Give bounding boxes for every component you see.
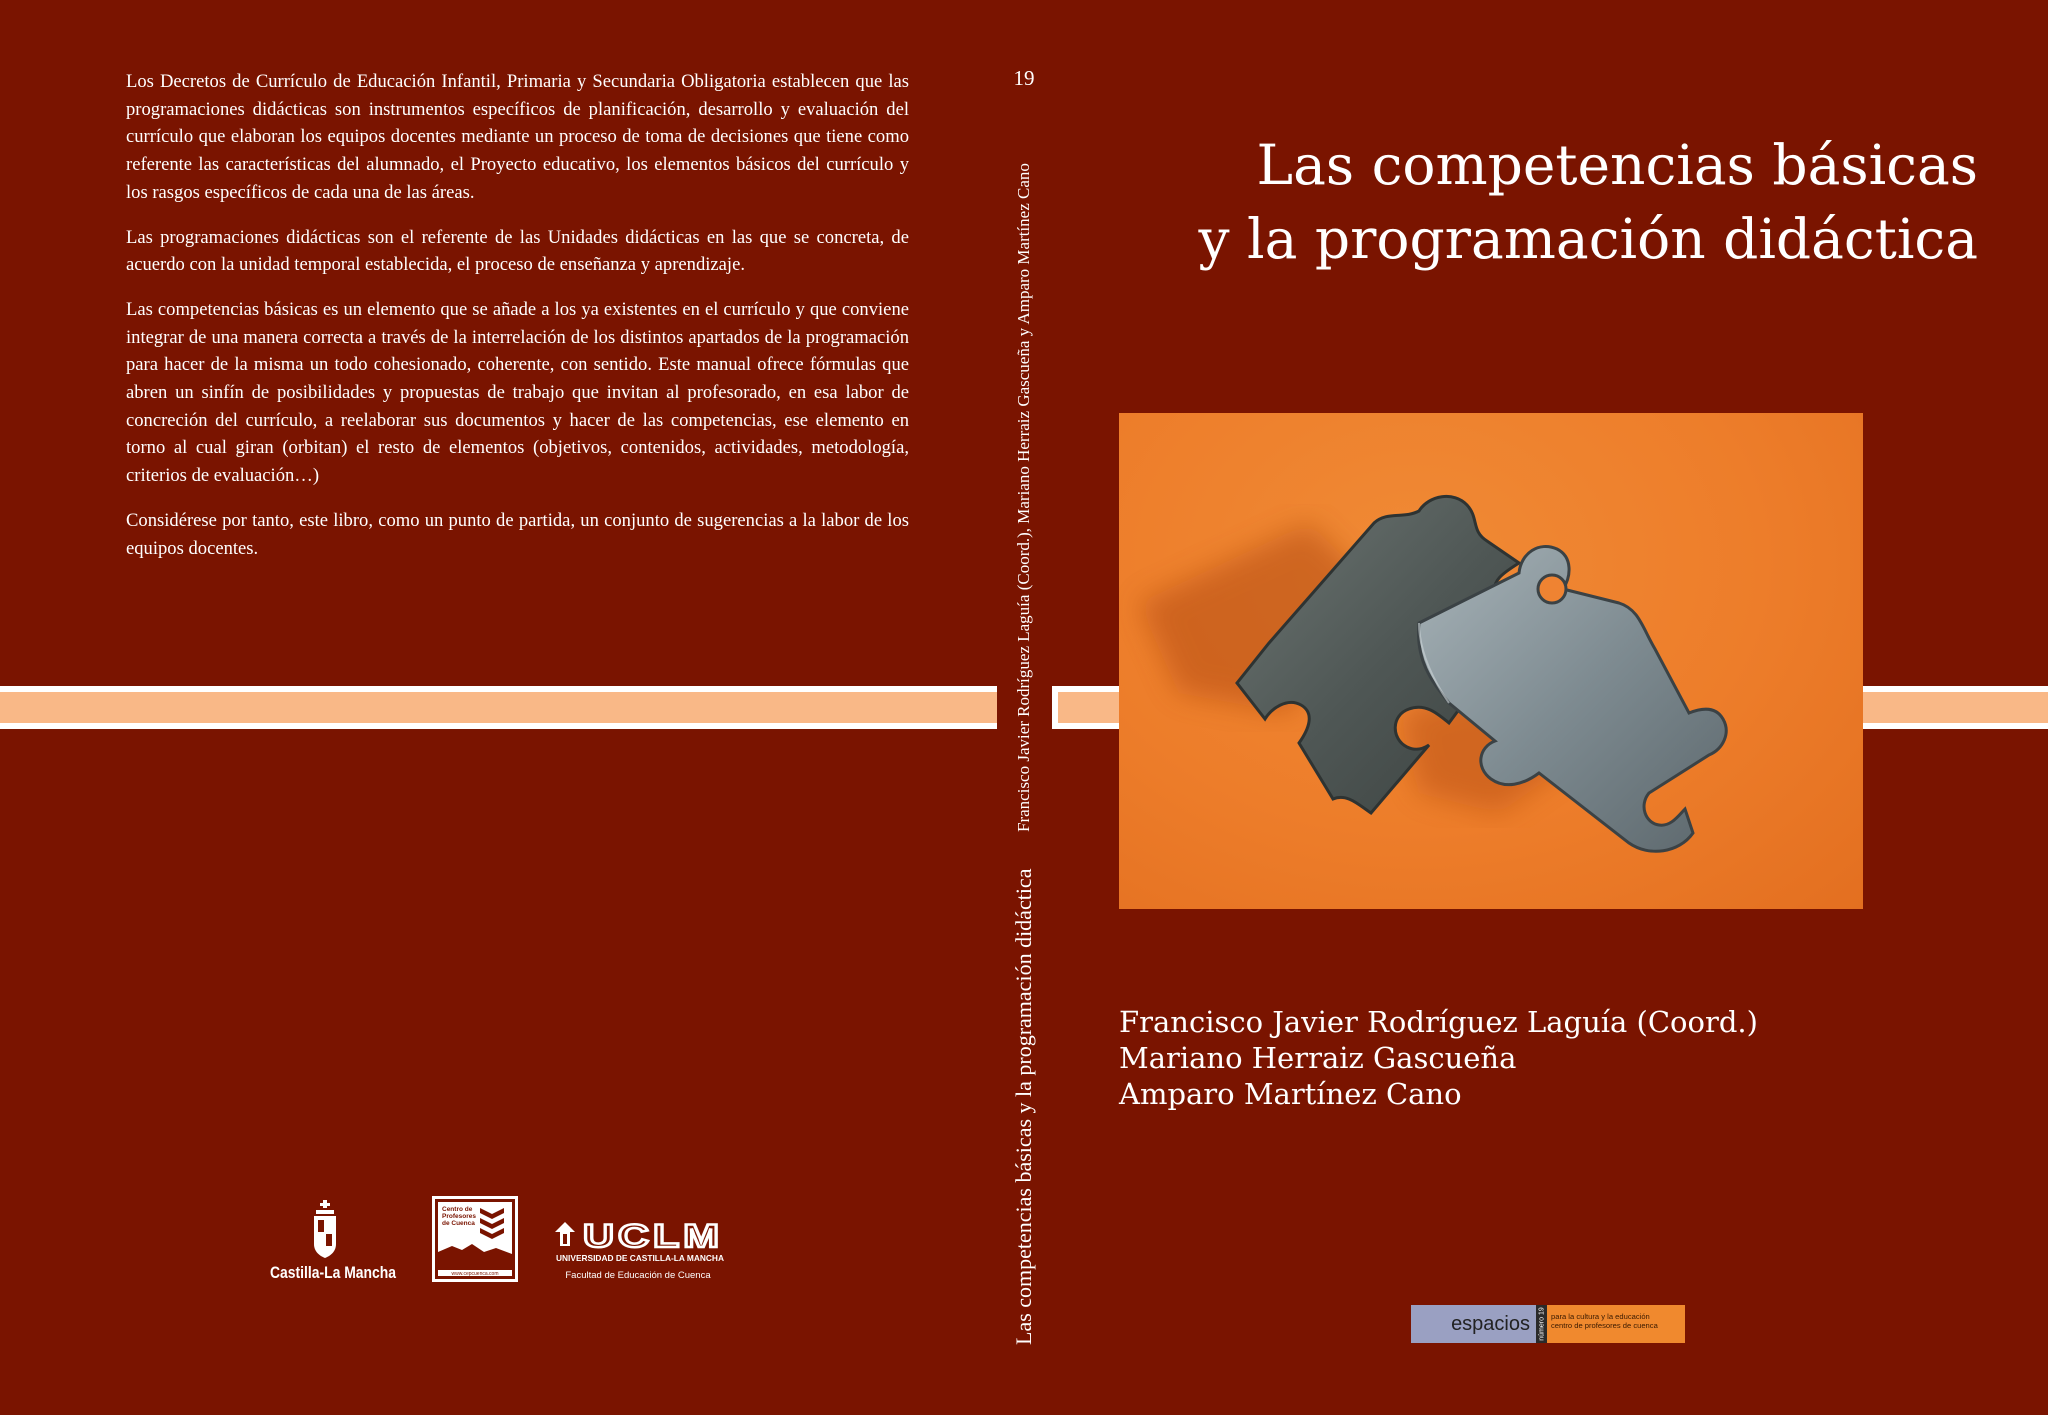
svg-text:Centro de: Centro de [442, 1206, 473, 1213]
spine-title [1011, 865, 1050, 1345]
svg-text:Facultad de Educación de Cuenc: Facultad de Educación de Cuenca [565, 1270, 711, 1281]
series-name: espacios [1411, 1305, 1536, 1343]
cover-photo-puzzle [1119, 413, 1863, 909]
cep-cuenca-logo [432, 1196, 518, 1282]
front-title [1198, 128, 1978, 276]
front-cover-band-right [1862, 686, 2048, 729]
svg-text:UNIVERSIDAD DE CASTILLA-LA MAN: UNIVERSIDAD DE CASTILLA-LA MANCHA [556, 1253, 724, 1263]
svg-text:de Cuenca: de Cuenca [442, 1220, 475, 1227]
puzzle-pieces-image [1119, 413, 1863, 909]
back-paragraph-3: Las competencias básicas es un elemento que se añade a los ya existentes en el currículo y que conviene integrar de una manera correcta a través de la interrelación de los distintos apartados de la programación para hacer de la misma un todo cohesionado, coherente, con sentido. Este manual ofrece fórmulas que abren un sinfín de posibilidades y propuestas de trabajo que invitan al profesorado, en esa labor de concreción del currículo, a reelaborar sus documentos y hacer de las competencias, ese elemento en torno al cual giran (orbitan) el resto de elementos (objetivos, contenidos, actividades, metodología, criterios de evaluación…) [126, 298, 909, 487]
uclm-logo [553, 1216, 728, 1286]
author-2: Mariano Herraiz Gascueña [1119, 1041, 1517, 1075]
svg-text:UCLM: UCLM [583, 1218, 723, 1254]
castilla-la-mancha-crest-icon [268, 1200, 398, 1282]
series-tagline-1: para la cultura y la educación [1551, 1312, 1650, 1321]
series-number-text: número 19 [1538, 1307, 1545, 1341]
castilla-la-mancha-logo [268, 1200, 398, 1282]
spine-authors-text: Francisco Javier Rodríguez Laguía (Coord.), Mariano Herraiz Gascueña y Amparo Martínez Cano [1014, 163, 1033, 832]
svg-text:Castilla-La Mancha: Castilla-La Mancha [270, 1263, 397, 1282]
spine-number: 19 [1013, 66, 1035, 90]
back-paragraph-2: Las programaciones didácticas son el referente de las Unidades didácticas en las que se concreta, de acuerdo con la unidad temporal establecida, el proceso de enseñanza y aprendizaje. [126, 226, 909, 276]
series-number [1536, 1305, 1547, 1343]
front-cover-band-left [1052, 686, 1120, 729]
front-title-line-2: y la programación didáctica [1198, 207, 1978, 271]
front-title-line-1: Las competencias básicas [1256, 133, 1978, 197]
back-paragraph-4: Considérese por tanto, este libro, como un punto de partida, un conjunto de sugerencias a la labor de los equipos docentes. [126, 509, 909, 559]
series-tagline [1547, 1305, 1685, 1343]
series-tagline-2: centro de profesores de cuenca [1551, 1321, 1658, 1330]
back-cover-text [126, 68, 909, 579]
spine-authors [1014, 132, 1044, 832]
author-1: Francisco Javier Rodríguez Laguía (Coord.) [1119, 1005, 1758, 1039]
back-cover-band [0, 686, 997, 729]
spine-title-text: Las competencias básicas y la programación didáctica [1011, 868, 1036, 1345]
cep-cuenca-emblem-icon [432, 1196, 518, 1282]
back-paragraph-1: Los Decretos de Currículo de Educación Infantil, Primaria y Secundaria Obligatoria establecen que las programaciones didácticas son instrumentos específicos de planificación, desarrollo y evaluación del currículo que elaboran los equipos docentes mediante un proceso de toma de decisiones que tiene como referente las características del alumnado, el Proyecto educativo, los elementos básicos del currículo y los rasgos específicos de cada una de las áreas. [126, 71, 909, 203]
svg-text:www.cepcuenca.com: www.cepcuenca.com [451, 1271, 499, 1277]
espacios-series-badge [1411, 1305, 1685, 1343]
svg-text:Profesores: Profesores [442, 1213, 476, 1220]
author-3: Amparo Martínez Cano [1119, 1077, 1462, 1111]
uclm-emblem-icon [553, 1216, 728, 1286]
front-authors [1119, 1004, 1758, 1112]
